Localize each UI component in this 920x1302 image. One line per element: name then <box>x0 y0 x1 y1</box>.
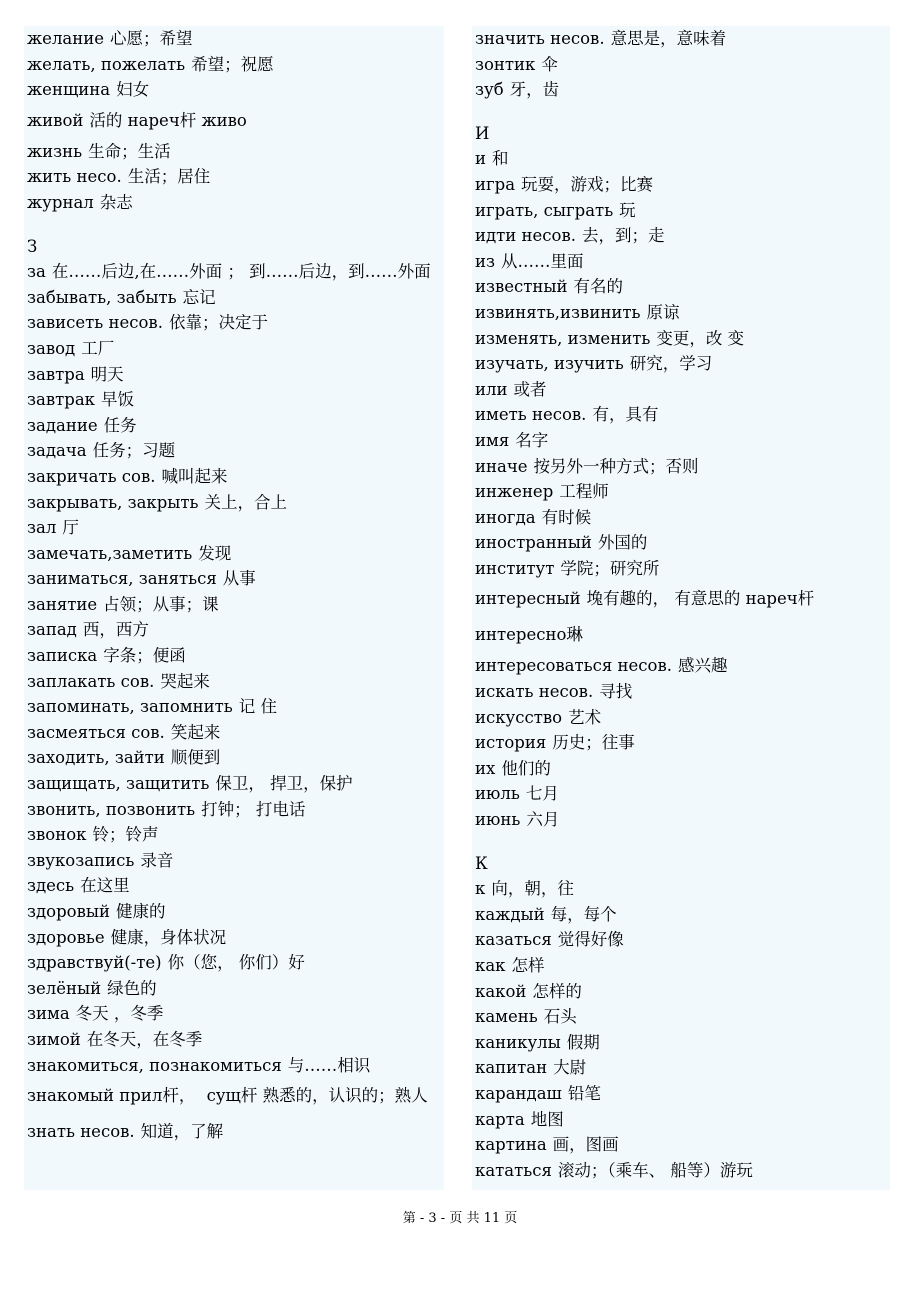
chinese-translation: 滚动；（乘车、 船等）游玩 <box>557 1160 753 1180</box>
russian-word: карта <box>475 1109 525 1129</box>
chinese-translation: 和 <box>492 149 509 169</box>
chinese-translation: 铃；铃声 <box>92 825 159 845</box>
russian-word: записка <box>27 646 98 666</box>
russian-word: зимой <box>27 1029 81 1049</box>
chinese-translation: 依靠；决定于 <box>168 313 268 333</box>
russian-word: изучать, изучить <box>475 354 624 374</box>
vocabulary-entry <box>27 413 444 439</box>
russian-word: закрывать, закрыть <box>27 492 199 512</box>
russian-word: запад <box>27 620 77 640</box>
chinese-translation: 笑起来 <box>170 722 221 742</box>
russian-word: забывать, забыть <box>27 287 177 307</box>
vocabulary-entry <box>475 807 890 833</box>
vocabulary-entry <box>475 198 890 224</box>
russian-word: камень <box>475 1007 538 1027</box>
russian-word: значить несов. <box>475 29 605 48</box>
chinese-translation: 历史；往事 <box>552 733 635 753</box>
chinese-translation: 怎样 <box>511 956 545 975</box>
chinese-translation: 学院；研究所 <box>560 558 660 578</box>
chinese-translation: 他们的 <box>501 758 551 778</box>
chinese-translation: 早饭 <box>100 390 134 410</box>
chinese-translation: 字条；便函 <box>103 646 186 666</box>
chinese-translation: 意思是，意味着 <box>610 29 727 48</box>
chinese-translation: 地图 <box>530 1109 564 1129</box>
chinese-translation: 发现 <box>198 543 232 563</box>
vocabulary-entry <box>475 781 890 807</box>
vocabulary-entry <box>475 1055 890 1081</box>
vocabulary-entry <box>475 1107 890 1133</box>
vocabulary-entry <box>475 52 890 78</box>
chinese-translation: 活的 нареч杆 живо <box>89 110 247 130</box>
vocabulary-entry <box>475 530 890 556</box>
vocabulary-entry <box>475 1158 890 1184</box>
vocabulary-entry <box>475 274 890 300</box>
russian-word: зал <box>27 518 57 538</box>
russian-word: иметь несов. <box>475 405 587 425</box>
russian-word: зависеть несов. <box>27 313 163 333</box>
chinese-translation: 健康，身体状况 <box>110 927 227 947</box>
vocabulary-entry <box>27 52 444 78</box>
chinese-translation: 录音 <box>140 850 174 870</box>
vocabulary-entry <box>27 77 444 103</box>
vocabulary-entry <box>27 336 444 362</box>
vocabulary-entry <box>475 146 890 172</box>
vocabulary-entry <box>475 300 890 326</box>
russian-word: здравствуй(-те) <box>27 953 162 973</box>
russian-word: запоминать, запомнить <box>27 697 233 717</box>
vocabulary-entry <box>27 1027 444 1053</box>
vocabulary-entry <box>475 428 890 454</box>
vocabulary-entry <box>27 103 444 139</box>
chinese-translation: 从……里面 <box>501 251 584 271</box>
russian-word: идти несов. <box>475 226 576 246</box>
russian-word: интересоваться несов. <box>475 656 672 676</box>
vocabulary-entry <box>475 326 890 352</box>
russian-word: закричать сов. <box>27 466 156 486</box>
vocabulary-entry <box>475 876 890 902</box>
chinese-translation: 西，西方 <box>82 620 149 640</box>
russian-word: занятие <box>27 594 98 614</box>
vocabulary-entry <box>27 1053 444 1079</box>
vocabulary-entry <box>27 694 444 720</box>
chinese-translation: 有，具有 <box>592 405 659 425</box>
vocabulary-entry <box>475 505 890 531</box>
russian-word: каникулы <box>475 1032 561 1052</box>
russian-word: знакомиться, познакомиться <box>27 1055 282 1075</box>
russian-word: играть, сыграть <box>475 200 614 220</box>
vocabulary-entry <box>27 566 444 592</box>
russian-word: звукозапись <box>27 850 135 870</box>
vocabulary-entry <box>27 797 444 823</box>
chinese-translation: 任务 <box>103 415 137 435</box>
vocabulary-entry <box>27 285 444 311</box>
vocabulary-entry <box>475 1030 890 1056</box>
russian-word: звонить, позвонить <box>27 799 196 819</box>
chinese-translation: 有名的 <box>573 277 624 297</box>
chinese-translation: 忘记 <box>182 287 216 307</box>
vocabulary-entry <box>27 592 444 618</box>
russian-word: интересно琳 <box>475 625 583 645</box>
chinese-translation: 按另外一种方式；否则 <box>533 456 699 476</box>
chinese-translation: 你（您， 你们）好 <box>167 953 305 973</box>
russian-word: задача <box>27 441 87 461</box>
vocabulary-column-right <box>472 26 890 1190</box>
vocabulary-entry <box>27 899 444 925</box>
vocabulary-entry <box>27 139 444 165</box>
russian-word: зима <box>27 1004 70 1024</box>
vocabulary-entry <box>27 617 444 643</box>
russian-word: картина <box>475 1135 547 1155</box>
russian-word: женщина <box>27 80 111 100</box>
vocabulary-entry <box>27 438 444 464</box>
vocabulary-entry <box>475 172 890 198</box>
russian-word: или <box>475 379 508 399</box>
russian-word: интересный <box>475 589 581 609</box>
vocabulary-entry <box>475 953 890 979</box>
vocabulary-entry <box>27 26 444 52</box>
russian-word: засмеяться сов. <box>27 722 165 742</box>
vocabulary-entry <box>27 362 444 388</box>
russian-word: к <box>475 879 486 899</box>
russian-word: живой <box>27 110 84 130</box>
chinese-translation: 怎样的 <box>532 981 582 1001</box>
russian-word: иногда <box>475 507 536 527</box>
russian-word: завод <box>27 338 76 358</box>
chinese-translation: 关上，合上 <box>204 492 288 512</box>
chinese-translation: 记 住 <box>238 697 277 717</box>
chinese-translation: 变更，改 变 <box>656 328 745 348</box>
chinese-translation: 大尉 <box>553 1058 587 1078</box>
russian-word: игра <box>475 174 516 194</box>
vocabulary-entry <box>475 454 890 480</box>
russian-word: звонок <box>27 825 87 845</box>
vocabulary-entry <box>27 950 444 976</box>
chinese-translation: 在……后边,在……外面 ； 到……后边，到……外面 <box>51 262 431 282</box>
vocabulary-entry <box>475 679 890 705</box>
vocabulary-entry <box>475 581 890 617</box>
vocabulary-entry <box>27 745 444 771</box>
chinese-translation: 牙，齿 <box>509 80 560 100</box>
vocabulary-entry <box>475 223 890 249</box>
russian-word: инженер <box>475 482 554 502</box>
vocabulary-entry <box>27 771 444 797</box>
vocabulary-entry <box>475 705 890 731</box>
vocabulary-entry <box>27 164 444 190</box>
chinese-translation: 喊叫起来 <box>161 466 228 486</box>
chinese-translation: сущ杆 熟悉的，认识的；熟人 <box>201 1086 428 1106</box>
chinese-translation: 知道，了解 <box>140 1122 224 1142</box>
chinese-translation: 觉得好像 <box>557 930 624 950</box>
chinese-translation: 去，到；走 <box>582 226 665 246</box>
vocabulary-entry <box>27 873 444 899</box>
chinese-translation: 厅 <box>62 518 79 538</box>
russian-word: капитан <box>475 1058 548 1078</box>
vocabulary-column-left <box>24 26 444 1190</box>
chinese-translation: 任务；习题 <box>92 441 176 461</box>
russian-word: желание <box>27 29 105 48</box>
russian-word: искать несов. <box>475 682 594 702</box>
vocabulary-entry <box>475 756 890 782</box>
russian-word: карандаш <box>475 1083 562 1103</box>
russian-word: замечать,заметить <box>27 543 193 563</box>
russian-word: и <box>475 149 486 169</box>
chinese-translation: 从事 <box>222 569 256 589</box>
russian-word: заплакать сов. <box>27 671 155 691</box>
section-letter: К <box>475 853 488 873</box>
russian-word: как <box>475 956 506 975</box>
chinese-translation: 每，每个 <box>550 904 617 924</box>
chinese-translation: 石头 <box>543 1007 577 1027</box>
chinese-translation: 名字 <box>515 430 549 450</box>
vocabulary-entry <box>27 387 444 413</box>
chinese-translation: 打钟； 打电话 <box>201 799 306 819</box>
vocabulary-entry <box>475 77 890 103</box>
vocabulary-entry <box>475 902 890 928</box>
chinese-translation: 绿色的 <box>107 978 157 998</box>
russian-word: знакомый прил杆， <box>27 1086 196 1106</box>
vocabulary-entry <box>27 310 444 336</box>
russian-word: каждый <box>475 904 545 924</box>
vocabulary-entry <box>475 653 890 679</box>
chinese-translation: 哭起来 <box>160 671 210 691</box>
vocabulary-entry <box>27 259 444 285</box>
chinese-translation: 占领；从事；课 <box>103 594 219 614</box>
vocabulary-entry <box>475 402 890 428</box>
chinese-translation: 生活；居住 <box>127 167 211 187</box>
russian-word: жизнь <box>27 141 83 161</box>
vocabulary-entry <box>27 1001 444 1027</box>
chinese-translation: 向，朝，往 <box>491 879 574 899</box>
chinese-translation: 明天 <box>90 364 124 384</box>
vocabulary-entry <box>475 730 890 756</box>
vocabulary-entry <box>475 556 890 582</box>
chinese-translation: 在冬天，在冬季 <box>86 1029 203 1049</box>
russian-word: имя <box>475 430 510 450</box>
russian-word: завтрак <box>27 390 95 410</box>
chinese-translation: 感兴趣 <box>678 656 728 676</box>
russian-word: их <box>475 758 496 778</box>
russian-word: заниматься, заняться <box>27 569 217 589</box>
vocabulary-entry <box>27 1078 444 1114</box>
vocabulary-entry <box>27 515 444 541</box>
russian-word: искусство <box>475 707 563 727</box>
chinese-translation: 艺术 <box>568 707 602 727</box>
russian-word: извинять,извинить <box>475 302 641 322</box>
russian-word: защищать, защитить <box>27 774 210 794</box>
russian-word: иначе <box>475 456 528 476</box>
russian-word: здоровый <box>27 902 111 921</box>
chinese-translation: 健康的 <box>116 902 166 921</box>
vocabulary-entry <box>475 249 890 275</box>
russian-word: желать, пожелать <box>27 54 186 74</box>
russian-word: кататься <box>475 1160 552 1180</box>
vocabulary-entry <box>27 190 444 216</box>
russian-word: казаться <box>475 930 552 950</box>
russian-word: из <box>475 251 495 271</box>
chinese-translation: 假期 <box>566 1032 600 1052</box>
russian-word: задание <box>27 415 98 435</box>
russian-word: за <box>27 262 46 282</box>
chinese-translation: 生命；生活 <box>88 141 171 161</box>
russian-word: знать несов. <box>27 1122 135 1142</box>
chinese-translation: 保卫， 捍卫，保护 <box>215 774 353 794</box>
chinese-translation: 外国的 <box>597 533 648 553</box>
page-footer: 第 - 3 - 页 共 11 页 <box>402 1211 518 1226</box>
chinese-translation: 有时候 <box>541 507 592 527</box>
chinese-translation: 原谅 <box>646 302 680 322</box>
chinese-translation: 堍有趣的， 有意思的 нареч杆 <box>586 589 815 609</box>
chinese-translation: 玩 <box>619 200 636 220</box>
chinese-translation: 在这里 <box>80 876 130 896</box>
chinese-translation: 杂志 <box>99 192 133 212</box>
vocabulary-entry <box>27 464 444 490</box>
russian-word: журнал <box>27 192 94 212</box>
russian-word: здоровье <box>27 927 105 947</box>
chinese-translation: 冬天 ，冬季 <box>75 1004 164 1024</box>
russian-word: жить несо. <box>27 167 122 187</box>
russian-word: известный <box>475 277 568 297</box>
vocabulary-entry <box>27 1114 444 1150</box>
vocabulary-entry <box>475 1132 890 1158</box>
chinese-translation: 希望；祝愿 <box>191 54 274 74</box>
chinese-translation: 玩耍，游戏；比赛 <box>521 174 654 194</box>
vocabulary-entry <box>27 976 444 1002</box>
chinese-translation: 画，图画 <box>552 1135 619 1155</box>
vocabulary-entry <box>475 479 890 505</box>
vocabulary-entry <box>475 1004 890 1030</box>
russian-word: заходить, зайти <box>27 748 165 768</box>
russian-word: иностранный <box>475 533 592 553</box>
chinese-translation: 心愿；希望 <box>110 29 193 48</box>
russian-word: изменять, изменить <box>475 328 651 348</box>
chinese-translation: 铅笔 <box>567 1083 601 1103</box>
chinese-translation: 寻找 <box>599 682 633 702</box>
chinese-translation: 工程师 <box>559 482 609 502</box>
vocabulary-entry <box>475 1081 890 1107</box>
chinese-translation: 伞 <box>541 54 558 74</box>
vocabulary-entry <box>27 720 444 746</box>
russian-word: какой <box>475 981 527 1001</box>
section-letter: З <box>27 236 38 256</box>
russian-word: завтра <box>27 364 85 384</box>
vocabulary-entry <box>475 979 890 1005</box>
vocabulary-entry <box>475 377 890 403</box>
chinese-translation: 七月 <box>525 784 559 804</box>
chinese-translation: 研究，学习 <box>629 354 713 374</box>
russian-word: зонтик <box>475 54 536 74</box>
russian-word: зелёный <box>27 978 102 998</box>
vocabulary-entry <box>475 927 890 953</box>
chinese-translation: 妇女 <box>116 80 150 100</box>
chinese-translation: 与……相识 <box>287 1055 371 1075</box>
russian-word: история <box>475 733 547 753</box>
russian-word: июль <box>475 784 520 804</box>
chinese-translation: 六月 <box>526 810 560 830</box>
vocabulary-entry <box>475 617 890 653</box>
russian-word: здесь <box>27 876 75 896</box>
vocabulary-entry <box>475 26 890 52</box>
russian-word: июнь <box>475 810 521 830</box>
vocabulary-entry <box>27 490 444 516</box>
vocabulary-entry <box>27 669 444 695</box>
chinese-translation: 工厂 <box>81 338 115 358</box>
russian-word: институт <box>475 558 555 578</box>
russian-word: зуб <box>475 80 504 100</box>
chinese-translation: 顺便到 <box>170 748 221 768</box>
vocabulary-entry <box>27 822 444 848</box>
chinese-translation: 或者 <box>513 379 547 399</box>
vocabulary-entry <box>27 643 444 669</box>
vocabulary-entry <box>27 925 444 951</box>
vocabulary-entry <box>27 848 444 874</box>
section-letter: И <box>475 123 490 143</box>
vocabulary-entry <box>27 541 444 567</box>
vocabulary-entry <box>475 351 890 377</box>
